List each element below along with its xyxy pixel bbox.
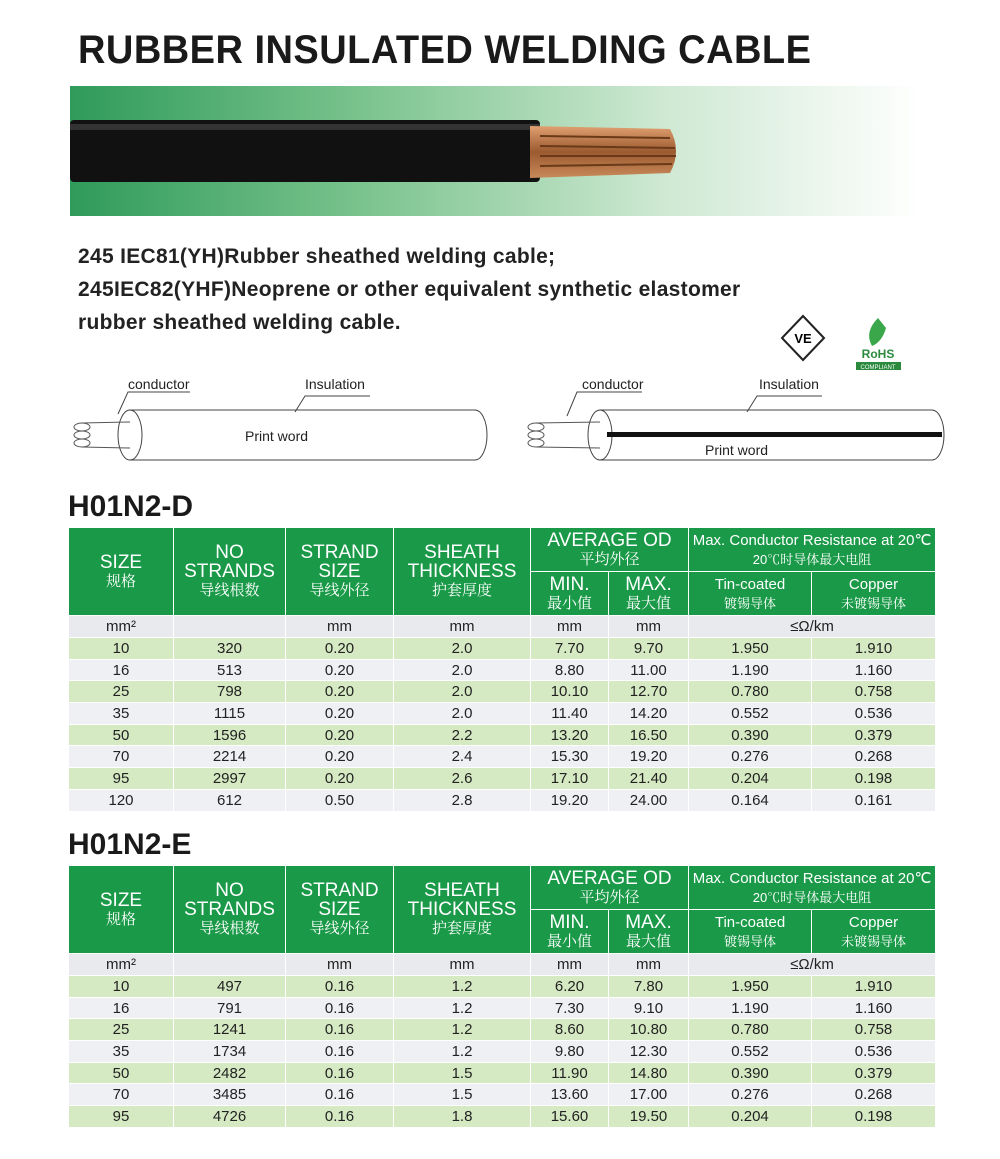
table-cell: 0.780	[689, 1019, 812, 1041]
table-cell: 25	[69, 681, 174, 703]
table-cell: 798	[174, 681, 286, 703]
table-cell: 0.390	[689, 1062, 812, 1084]
table-cell: 95	[69, 1106, 174, 1128]
table-row	[69, 976, 936, 998]
table-cell: 10.10	[531, 681, 609, 703]
table-cell: 791	[174, 997, 286, 1019]
unit-cell: mm	[394, 954, 531, 976]
table-cell: 50	[69, 1062, 174, 1084]
rohs-logo-text: RoHS	[861, 347, 895, 361]
description-line: 245IEC82(YHF)Neoprene or other equivalent synthetic elastomer	[78, 278, 741, 301]
table-row	[69, 1041, 936, 1063]
table-cell: 0.552	[689, 703, 812, 725]
table-cell: 0.552	[689, 1041, 812, 1063]
model-heading: H01N2-D	[68, 490, 194, 523]
table-cell: 1734	[174, 1041, 286, 1063]
table-cell: 16	[69, 659, 174, 681]
table-cell: 1241	[174, 1019, 286, 1041]
header-cn: 平均外径	[579, 550, 640, 568]
header-en: MAX.	[625, 911, 672, 933]
model-heading: H01N2-E	[68, 828, 192, 861]
ve-logo-icon	[778, 312, 908, 372]
leaf-icon	[869, 318, 886, 346]
unit-cell: mm	[531, 954, 609, 976]
table-cell: 35	[69, 703, 174, 725]
table-row	[69, 638, 936, 660]
table-row	[69, 1084, 936, 1106]
table-cell: 0.379	[812, 724, 936, 746]
header-cn: 导线外径	[309, 920, 370, 937]
header-cn: 镀锡导体	[724, 933, 777, 949]
table-cell: 7.30	[531, 997, 609, 1019]
print-word-label: Print word	[245, 428, 309, 444]
table-cell: 0.268	[812, 1084, 936, 1106]
table-cell: 14.20	[609, 703, 689, 725]
header-en: MIN.	[549, 911, 590, 933]
table-row	[69, 997, 936, 1019]
unit-cell	[174, 616, 286, 638]
table-cell: 9.80	[531, 1041, 609, 1063]
table-cell: 0.20	[286, 768, 394, 790]
table-row	[69, 724, 936, 746]
header-en: AVERAGE OD	[547, 867, 672, 889]
table-cell: 0.198	[812, 1106, 936, 1128]
table-cell: 0.164	[689, 789, 812, 811]
table-row	[69, 703, 936, 725]
header-strands	[174, 866, 286, 954]
spec-table-h01n2-e	[68, 865, 936, 1128]
table-cell: 21.40	[609, 768, 689, 790]
table-cell: 19.20	[531, 789, 609, 811]
table-cell: 8.60	[531, 1019, 609, 1041]
header-en: SHEATH THICKNESS	[407, 880, 517, 920]
conductor-label: conductor	[582, 376, 644, 392]
units-row	[69, 954, 936, 976]
table-cell: 2.0	[394, 659, 531, 681]
table-cell: 612	[174, 789, 286, 811]
table-cell: 1.910	[812, 976, 936, 998]
cable-image	[70, 86, 922, 216]
cable-photo-banner	[70, 86, 922, 216]
description	[78, 240, 741, 339]
header-en: AVERAGE OD	[547, 529, 672, 551]
spec-table-h01n2-d	[68, 527, 936, 812]
table-cell: 0.16	[286, 1019, 394, 1041]
table-cell: 1.5	[394, 1062, 531, 1084]
table-cell: 1.190	[689, 659, 812, 681]
table-cell: 7.80	[609, 976, 689, 998]
header-cn: 最小值	[546, 594, 592, 612]
table-cell: 1.190	[689, 997, 812, 1019]
table-cell: 16.50	[609, 724, 689, 746]
table-cell: 497	[174, 976, 286, 998]
table-cell: 12.70	[609, 681, 689, 703]
header-sheath	[394, 528, 531, 616]
unit-cell: mm	[394, 616, 531, 638]
header-cn: 导线根数	[199, 920, 260, 937]
header-cn: 未镀锡导体	[841, 933, 907, 949]
unit-cell: mm	[609, 954, 689, 976]
table-cell: 10	[69, 976, 174, 998]
header-min	[531, 572, 609, 616]
table-cell: 2.0	[394, 703, 531, 725]
header-en: Max. Conductor Resistance at 20℃	[692, 869, 932, 887]
table-cell: 513	[174, 659, 286, 681]
header-strands	[174, 528, 286, 616]
header-cn: 规格	[105, 910, 136, 928]
header-en: Copper	[848, 575, 899, 593]
table-cell: 0.20	[286, 638, 394, 660]
table-cell: 0.20	[286, 746, 394, 768]
table-cell: 50	[69, 724, 174, 746]
header-cn: 20℃时导体最大电阻	[752, 889, 872, 905]
table-cell: 2.0	[394, 638, 531, 660]
print-word-label: Print word	[705, 442, 769, 458]
header-sheath	[394, 866, 531, 954]
unit-cell	[174, 954, 286, 976]
header-strand-size	[286, 866, 394, 954]
table-cell: 16	[69, 997, 174, 1019]
table-cell: 1115	[174, 703, 286, 725]
table-cell: 0.16	[286, 1062, 394, 1084]
table-cell: 9.70	[609, 638, 689, 660]
unit-cell: mm²	[69, 616, 174, 638]
table-cell: 1.8	[394, 1106, 531, 1128]
header-en: NO STRANDS	[184, 542, 275, 582]
header-avg-od	[531, 866, 689, 910]
table-cell: 0.758	[812, 1019, 936, 1041]
header-en: STRAND SIZE	[300, 542, 379, 582]
table-cell: 24.00	[609, 789, 689, 811]
table-cell: 1.160	[812, 997, 936, 1019]
table-cell: 10	[69, 638, 174, 660]
table-cell: 0.758	[812, 681, 936, 703]
table-cell: 0.268	[812, 746, 936, 768]
units-row	[69, 616, 936, 638]
table-cell: 4726	[174, 1106, 286, 1128]
header-cn: 最小值	[546, 932, 592, 950]
table-cell: 8.80	[531, 659, 609, 681]
table-cell: 35	[69, 1041, 174, 1063]
table-cell: 2.8	[394, 789, 531, 811]
header-cn: 最大值	[626, 932, 672, 950]
table-cell: 2482	[174, 1062, 286, 1084]
page-title: RUBBER INSULATED WELDING CABLE	[78, 28, 812, 72]
table-cell: 1.950	[689, 638, 812, 660]
description-line: rubber sheathed welding cable.	[78, 311, 401, 334]
table-cell: 0.16	[286, 976, 394, 998]
table-cell: 19.50	[609, 1106, 689, 1128]
table-cell: 15.30	[531, 746, 609, 768]
table-cell: 1.2	[394, 976, 531, 998]
table-cell: 2997	[174, 768, 286, 790]
unit-cell: mm	[286, 954, 394, 976]
table-cell: 0.20	[286, 724, 394, 746]
header-en: SIZE	[99, 551, 143, 573]
table-cell: 1.950	[689, 976, 812, 998]
header-resistance	[689, 866, 936, 910]
table-cell: 0.780	[689, 681, 812, 703]
table-cell: 120	[69, 789, 174, 811]
table-cell: 13.20	[531, 724, 609, 746]
table-cell: 0.161	[812, 789, 936, 811]
table-cell: 0.20	[286, 703, 394, 725]
header-en: MAX.	[625, 573, 672, 595]
table-cell: 0.276	[689, 746, 812, 768]
table-cell: 0.204	[689, 768, 812, 790]
description-line: 245 IEC81(YH)Rubber sheathed welding cable;	[78, 245, 556, 268]
insulation-label: Insulation	[305, 376, 365, 392]
table-cell: 0.16	[286, 1041, 394, 1063]
header-en: MIN.	[549, 573, 590, 595]
header-cn: 护套厚度	[431, 920, 492, 937]
header-en: SIZE	[99, 889, 143, 911]
header-cn: 20℃时导体最大电阻	[752, 551, 872, 567]
table-row	[69, 1019, 936, 1041]
header-strand-size	[286, 528, 394, 616]
table-cell: 14.80	[609, 1062, 689, 1084]
table-cell: 70	[69, 1084, 174, 1106]
table-cell: 2.0	[394, 681, 531, 703]
table-row	[69, 789, 936, 811]
table-cell: 0.536	[812, 1041, 936, 1063]
table-cell: 2.2	[394, 724, 531, 746]
unit-cell: mm	[531, 616, 609, 638]
table-cell: 3485	[174, 1084, 286, 1106]
table-cell: 1.5	[394, 1084, 531, 1106]
table-cell: 11.90	[531, 1062, 609, 1084]
table-cell: 0.390	[689, 724, 812, 746]
table-cell: 0.379	[812, 1062, 936, 1084]
table-cell: 11.40	[531, 703, 609, 725]
header-resistance	[689, 528, 936, 572]
table-cell: 12.30	[609, 1041, 689, 1063]
table-cell: 320	[174, 638, 286, 660]
table-row	[69, 659, 936, 681]
header-en: SHEATH THICKNESS	[407, 542, 517, 582]
table-cell: 0.276	[689, 1084, 812, 1106]
rohs-compliant-text: COMPLIANT	[860, 365, 896, 371]
table-row	[69, 681, 936, 703]
header-max	[609, 572, 689, 616]
table-cell: 17.00	[609, 1084, 689, 1106]
table-cell: 0.16	[286, 1106, 394, 1128]
header-en: NO STRANDS	[184, 880, 275, 920]
ve-logo-text: VE	[794, 331, 812, 346]
header-tin	[689, 910, 812, 954]
header-cn: 导线外径	[309, 582, 370, 599]
header-cn: 导线根数	[199, 582, 260, 599]
table-cell: 2.4	[394, 746, 531, 768]
header-max	[609, 910, 689, 954]
header-cn: 最大值	[626, 594, 672, 612]
cable-diagram-2	[522, 372, 952, 472]
insulation-label: Insulation	[759, 376, 819, 392]
table-cell: 2.6	[394, 768, 531, 790]
table-cell: 1.2	[394, 1041, 531, 1063]
unit-cell: mm	[609, 616, 689, 638]
table-cell: 11.00	[609, 659, 689, 681]
table-cell: 70	[69, 746, 174, 768]
header-en: STRAND SIZE	[300, 880, 379, 920]
header-tin	[689, 572, 812, 616]
header-cn: 镀锡导体	[724, 595, 777, 611]
table-row	[69, 1062, 936, 1084]
table-cell: 6.20	[531, 976, 609, 998]
table-cell: 0.50	[286, 789, 394, 811]
table-cell: 7.70	[531, 638, 609, 660]
header-en: Max. Conductor Resistance at 20℃	[692, 531, 932, 549]
table-row	[69, 746, 936, 768]
table-cell: 15.60	[531, 1106, 609, 1128]
table-cell: 0.16	[286, 997, 394, 1019]
table-cell: 2214	[174, 746, 286, 768]
header-copper	[812, 572, 936, 616]
header-cn: 规格	[105, 572, 136, 590]
certification-logos	[778, 312, 908, 377]
cable-diagram-1	[70, 372, 490, 472]
table-cell: 1.2	[394, 997, 531, 1019]
table-cell: 9.10	[609, 997, 689, 1019]
table-cell: 19.20	[609, 746, 689, 768]
table-row	[69, 1106, 936, 1128]
conductor-label: conductor	[128, 376, 190, 392]
table-cell: 0.16	[286, 1084, 394, 1106]
table-cell: 1.910	[812, 638, 936, 660]
table-cell: 1.160	[812, 659, 936, 681]
header-en: Tin-coated	[714, 575, 786, 593]
table-cell: 0.198	[812, 768, 936, 790]
table-cell: 10.80	[609, 1019, 689, 1041]
table-row	[69, 768, 936, 790]
unit-cell: mm²	[69, 954, 174, 976]
table-cell: 0.204	[689, 1106, 812, 1128]
header-avg-od	[531, 528, 689, 572]
header-cn: 平均外径	[579, 888, 640, 906]
unit-cell: mm	[286, 616, 394, 638]
header-en: Tin-coated	[714, 913, 786, 931]
table-cell: 25	[69, 1019, 174, 1041]
header-copper	[812, 910, 936, 954]
table-cell: 13.60	[531, 1084, 609, 1106]
table-cell: 95	[69, 768, 174, 790]
unit-cell: ≤Ω/km	[689, 616, 936, 638]
table-cell: 0.20	[286, 659, 394, 681]
header-cn: 未镀锡导体	[841, 595, 907, 611]
header-size	[69, 866, 174, 954]
table-cell: 0.20	[286, 681, 394, 703]
table-cell: 0.536	[812, 703, 936, 725]
table-cell: 1.2	[394, 1019, 531, 1041]
table-cell: 1596	[174, 724, 286, 746]
header-size	[69, 528, 174, 616]
header-en: Copper	[848, 913, 899, 931]
unit-cell: ≤Ω/km	[689, 954, 936, 976]
header-cn: 护套厚度	[431, 582, 492, 599]
table-cell: 17.10	[531, 768, 609, 790]
header-min	[531, 910, 609, 954]
